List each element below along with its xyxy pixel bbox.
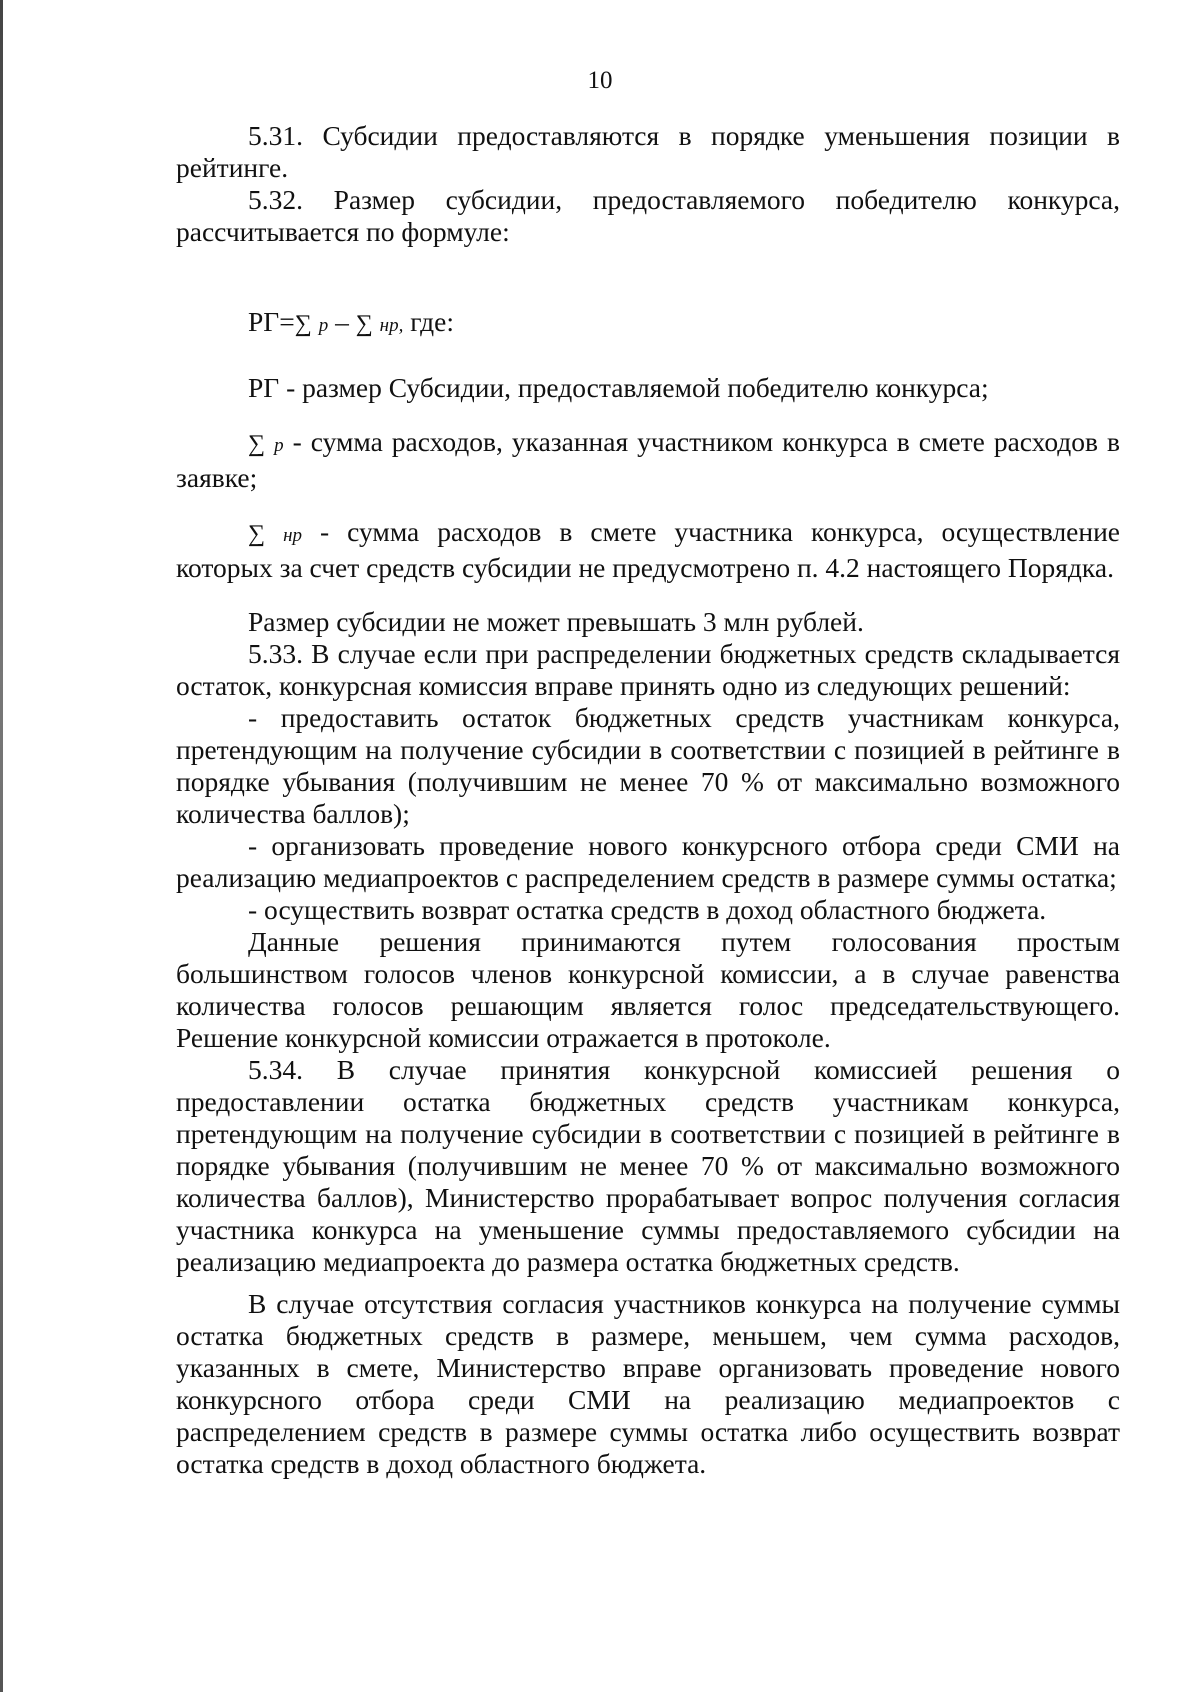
formula-p: p — [318, 315, 329, 336]
paragraph-5-33: 5.33. В случае если при распределении бюджетных средств складывается остаток, конкурсная комиссия вправе принять одно из следующих решений: — [176, 638, 1120, 701]
formula-lhs: РГ= — [248, 306, 295, 337]
paragraph-5-32: 5.32. Размер субсидии, предоставляемого победителю конкурса, рассчитывается по формуле: — [176, 184, 1120, 247]
paragraph-5-31: 5.31. Субсидии предоставляются в порядке уменьшения позиции в рейтинге. — [176, 120, 1120, 183]
formula-tail: где: — [403, 306, 454, 337]
definition-sum-p — [176, 426, 1120, 494]
definition-sum-p-text: - сумма расходов, указанная участником конкурса в смете расходов в заявке; — [176, 426, 1120, 493]
option-1: - предоставить остаток бюджетных средств участникам конкурса, претендующим на получение субсидии в соответствии с позицией в рейтинге в порядке убывания (получившим не менее 70 % от максимально возможного количества баллов); — [176, 702, 1120, 829]
sigma-symbol: ∑ — [248, 521, 266, 547]
formula-np: нр, — [379, 315, 404, 336]
formula — [248, 306, 1120, 342]
definition-sum-np-sub: нр — [283, 525, 303, 546]
option-2: - организовать проведение нового конкурсного отбора среди СМИ на реализацию медиапроектов с распределением средств в размере суммы остатка; — [176, 830, 1120, 893]
sigma-symbol: ∑ — [248, 431, 266, 457]
option-3: - осуществить возврат остатка средств в доход областного бюджета. — [248, 894, 1047, 925]
definition-sum-p-sub: р — [274, 435, 284, 456]
sigma-symbol: ∑ — [294, 311, 312, 337]
sigma-symbol: ∑ — [355, 311, 373, 337]
definition-sum-np — [176, 516, 1120, 584]
final-paragraph: В случае отсутствия согласия участников конкурса на получение суммы остатка бюджетных средств в размере, меньшем, чем сумма расходов, указанных в смете, Министерство вправе организовать проведение нового конкурсного отбора среди СМИ на реализацию медиапроектов с распределением средств в размере суммы остатка либо осуществить возврат остатка средств в доход областного бюджета. — [176, 1288, 1120, 1479]
scan-edge — [0, 0, 3, 1692]
formula-minus: – — [328, 306, 356, 337]
subsidy-limit: Размер субсидии не может превышать 3 млн рублей. — [248, 606, 864, 637]
page-number: 10 — [587, 67, 613, 94]
document-body — [176, 120, 1120, 1480]
decision-paragraph: Данные решения принимаются путем голосования простым большинством голосов членов конкурсной комиссии, а в случае равенства количества голосов решающим является голос председательствующего. Решение конкурсной комиссии отражается в протоколе. — [176, 926, 1120, 1053]
definition-rg: РГ - размер Субсидии, предоставляемой победителю конкурса; — [248, 372, 989, 403]
definition-sum-np-text: - сумма расходов в смете участника конкурса, осуществление которых за счет средств субсидии не предусмотрено п. 4.2 настоящего Порядка. — [176, 516, 1121, 583]
paragraph-5-34: 5.34. В случае принятия конкурсной комиссией решения о предоставлении остатка бюджетных средств участникам конкурса, претендующим на получение субсидии в соответствии с позицией в рейтинге в порядке убывания (получившим не менее 70 % от максимально возможного количества баллов), Министерство прорабатывает вопрос получения согласия участника конкурса на уменьшение суммы предоставляемого субсидии на реализацию медиапроекта до размера остатка бюджетных средств. — [176, 1054, 1120, 1277]
